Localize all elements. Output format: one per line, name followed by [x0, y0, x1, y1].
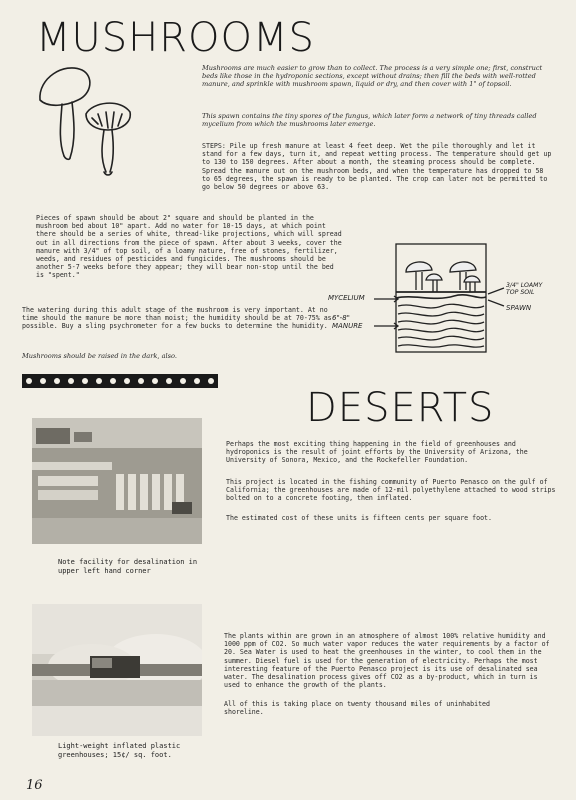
mushroom-bed-diagram [328, 240, 564, 360]
deserts-title: DESERTS [306, 385, 495, 431]
deserts-para-1: Perhaps the most exciting thing happening in the field of greenhouses and hydroponics is the result of joint efforts by the University of Arizona, the University of Sonora, Mexico, and the Rockefeller Foundation. [226, 440, 528, 465]
desalination-facility-photo [32, 418, 202, 544]
deserts-para-2: This project is located in the fishing community of Puerto Penasco on the gulf of California; the greenhouses are made of 12-mil polyethylene attached to wood strips bolted on to a concrete footing, then inflated. [226, 478, 556, 503]
label-mycelium: MYCELIUM [328, 294, 365, 302]
label-manure: 6"-8" MANURE [332, 314, 363, 330]
deserts-para-5: All of this is taking place on twenty thousand miles of uninhabited shoreline. [224, 700, 490, 717]
photo-caption-1: Note facility for desalination in upper left hand corner [58, 558, 198, 575]
mushrooms-intro-2: This spawn contains the tiny spores of the fungus, which later form a network of tiny threads called mycelium from which the mushrooms later emerge. [202, 112, 537, 129]
deserts-para-3: The estimated cost of these units is fifteen cents per square foot. [226, 514, 492, 522]
decorative-divider [22, 374, 218, 388]
photo-caption-2: Light-weight inflated plastic greenhouses; 15¢/ sq. foot. [58, 742, 181, 759]
label-topsoil: 3/4" LOAMY TOP SOIL [506, 282, 543, 296]
mushrooms-steps: STEPS: Pile up fresh manure at least 4 feet deep. Wet the pile thoroughly and let it stand for a few days, turn it, and repeat wetting process. The temperature should get up to 130 to 150 degrees. After about a month, the steaming process should be complete. Spread the manure out on the mushroom beds, and when the temperature has dropped to 58 to 65 degrees, the spawn is ready to be planted. The crop can later not be permitted to go below 50 degrees or above 63. [202, 142, 552, 192]
mushrooms-dark-note: Mushrooms should be raised in the dark, also. [22, 352, 177, 360]
mushrooms-title: MUSHROOMS [36, 15, 315, 61]
mushroom-illustration [34, 60, 154, 180]
label-spawn: SPAWN [506, 304, 532, 312]
mushrooms-intro-1: Mushrooms are much easier to grow than to collect. The process is a very simple one; first, construct beds like those in the hydroponic sections, except without drains; then fill the beds with well-rotted manure, and sprinkle with mushroom spawn, liquid or dry, and then cover with 1" of topsoil. [202, 64, 543, 89]
mushrooms-watering-text: The watering during this adult stage of the mushroom is very important. At no time should the manure be more than moist; the humidity should be at 70-75% as possible. Buy a sling psychrometer for a few bucks to determine the humidity. [22, 306, 332, 331]
inflated-greenhouse-photo [32, 604, 202, 736]
deserts-para-4: The plants within are grown in an atmosphere of almost 100% relative humidity and 1000 ppm of CO2. So much water vapor reduces the water requirements by a factor of 20. Sea Water is used to heat the greenhouses in the winter, to cool them in the summer. Diesel fuel is used for the generation of electricity. Perhaps the most interesting feature of the Puerto Penasco project is its use of desalinated sea water. The desalination process gives off CO2 as a by-product, which in turn is used to enhance the growth of the plants. [224, 632, 550, 690]
page-number: 16 [26, 778, 43, 793]
mushrooms-spawn-text: Pieces of spawn should be about 2" square and should be planted in the mushroom bed about 10" apart. Add no water for 10-15 days, at which point there should be a series of white, thread-like projections, which will spread out in all directions from the piece of spawn. After about 3 weeks, cover the manure with 3/4" of top soil, of a loamy nature, free of stones, fertilizer, weeds, and residues of pesticides and fungicides. The mushrooms should be another 5-7 weeks before they appear; they will bear non-stop until the bed is "spent." [36, 214, 342, 280]
